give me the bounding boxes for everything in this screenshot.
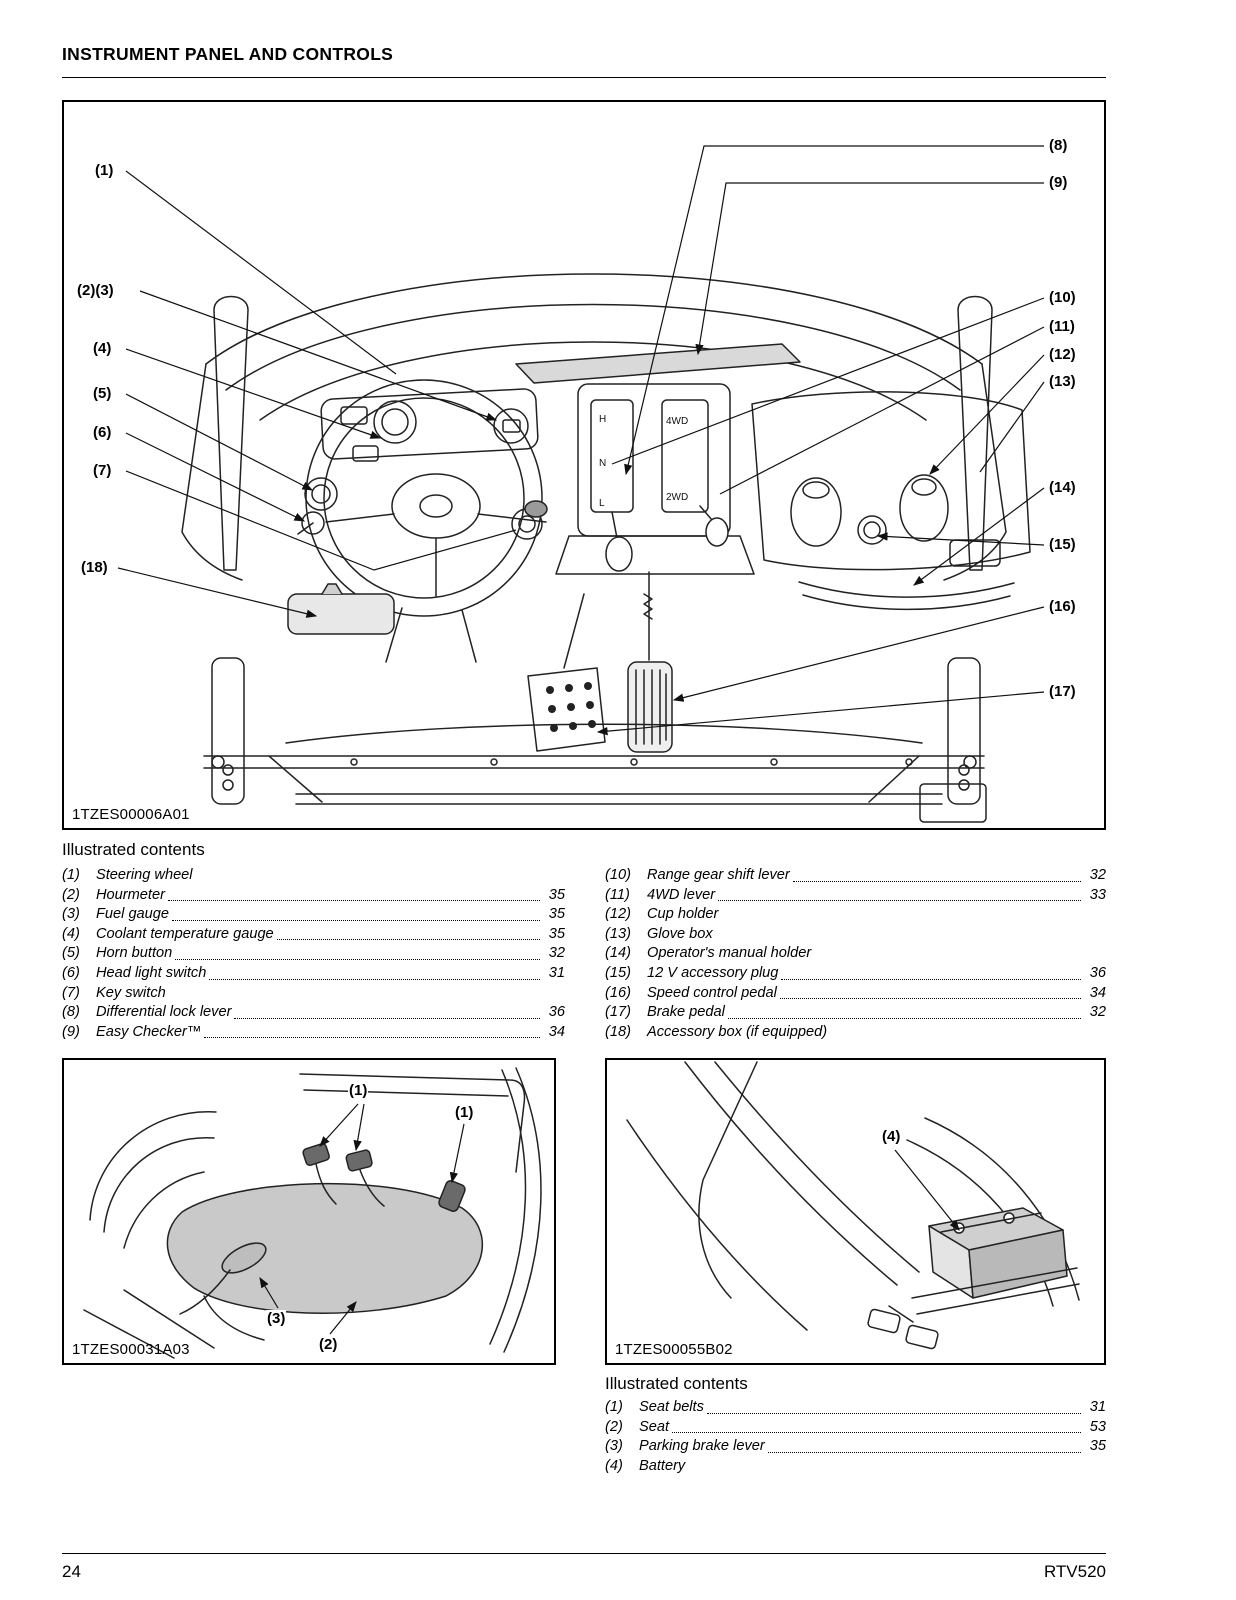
footer-rule [62, 1553, 1106, 1554]
fuel-gauge [494, 409, 528, 443]
toc-item-number: (16) [605, 984, 631, 1001]
callout-10: (10) [1049, 289, 1076, 306]
marking-low: L [599, 498, 605, 509]
toc-leader-dots [781, 979, 1081, 980]
toc-leader-dots [168, 900, 540, 901]
toc-item-label: Range gear shift lever [647, 867, 790, 883]
toc-item-label: Horn button [96, 945, 173, 962]
callout-17: (17) [1049, 683, 1076, 700]
toc-item-number: (8) [62, 1004, 80, 1021]
callout-12: (12) [1049, 346, 1076, 363]
toc-item-number: (15) [605, 964, 631, 981]
toc-item [605, 944, 1106, 964]
contents-bottom-list [605, 1398, 1106, 1476]
toc-item [62, 905, 565, 925]
seat-cushion [167, 1184, 482, 1314]
toc-leader-dots [209, 979, 540, 980]
marking-2wd: 2WD [666, 492, 689, 503]
toc-leader-dots [728, 1018, 1081, 1019]
toc-item-label: Battery [639, 1457, 686, 1474]
toc-item-label: Glove box [647, 925, 713, 942]
toc-item-label: 12 V accessory plug [647, 964, 779, 981]
toc-item-page: 34 [1089, 984, 1106, 1001]
toc-item-number: (1) [605, 1399, 623, 1415]
lower-frame [204, 724, 986, 822]
toc-item-number: (18) [605, 1023, 631, 1040]
toc-item-label: Steering wheel [96, 867, 193, 883]
toc-item [62, 1023, 565, 1043]
toc-item-number: (10) [605, 867, 631, 883]
toc-leader-dots [672, 1432, 1081, 1433]
toc-item-label: Fuel gauge [96, 906, 170, 923]
toc-item-page: 32 [1089, 1004, 1106, 1021]
callout-5: (5) [93, 385, 112, 402]
horn-button [305, 478, 337, 510]
seat-figure [62, 1058, 556, 1365]
toc-item [62, 1003, 565, 1023]
figure-code: 1TZES00031A03 [72, 1341, 190, 1358]
contents-bottom-title: Illustrated contents [605, 1374, 748, 1393]
contents-left-column [62, 866, 565, 1042]
toc-item-label: 4WD lever [647, 886, 716, 903]
toc-item-number: (3) [62, 906, 80, 923]
toc-item-page: 31 [548, 964, 565, 981]
toc-item-label: Seat [639, 1418, 670, 1435]
easy-checker-panel [516, 344, 800, 383]
toc-item-label: Easy Checker™ [96, 1023, 202, 1040]
callout-11: (11) [1049, 318, 1075, 335]
toc-item-page: 34 [548, 1023, 565, 1040]
toc-item [62, 886, 565, 906]
header-rule [62, 77, 1106, 78]
toc-item-page: 36 [548, 1004, 565, 1021]
toc-item [605, 1398, 1106, 1418]
toc-item [605, 1418, 1106, 1438]
left-rops-post [212, 297, 248, 805]
callout-leaders [895, 1150, 959, 1230]
toc-item-page: 35 [548, 906, 565, 923]
toc-item-page: 53 [1089, 1418, 1106, 1435]
toc-item [62, 964, 565, 984]
toc-item-label: Seat belts [639, 1399, 704, 1415]
toc-item-label: Brake pedal [647, 1004, 725, 1021]
callout-16: (16) [1049, 598, 1076, 615]
marking-neutral: N [599, 458, 607, 469]
callout-13: (13) [1049, 373, 1076, 390]
steering-wheel [306, 380, 546, 616]
toc-item-number: (14) [605, 945, 631, 962]
toc-item-number: (12) [605, 906, 631, 923]
toc-item-label: Hourmeter [96, 886, 165, 903]
toc-item-page: 35 [1089, 1438, 1106, 1455]
callout-2-3: (2)(3) [77, 282, 114, 299]
toc-item-number: (4) [605, 1457, 623, 1474]
callout-leaders [118, 146, 1044, 732]
center-console [556, 384, 754, 574]
toc-item-page: 32 [548, 945, 565, 962]
toc-leader-dots [780, 998, 1081, 999]
callout-seat-belt-b: (1) [455, 1104, 474, 1121]
toc-item [605, 964, 1106, 984]
toc-item-label: Head light switch [96, 964, 207, 981]
callout-8: (8) [1049, 137, 1068, 154]
toc-leader-dots [707, 1413, 1081, 1414]
marking-high: H [599, 414, 607, 425]
callout-seat-belt-a: (1) [349, 1082, 368, 1099]
toc-leader-dots [718, 900, 1081, 901]
toc-item-label: Key switch [96, 984, 166, 1001]
toc-item [605, 866, 1106, 886]
seat-back [300, 1074, 524, 1172]
toc-item-number: (1) [62, 867, 80, 883]
toc-item [62, 925, 565, 945]
toc-item-page: 32 [1089, 867, 1106, 883]
callout-6: (6) [93, 424, 112, 441]
toc-item-label: Coolant temperature gauge [96, 925, 274, 942]
toc-item-page: 35 [548, 886, 565, 903]
toc-leader-dots [172, 920, 540, 921]
instrument-cluster [321, 388, 539, 461]
callout-14: (14) [1049, 479, 1076, 496]
toc-leader-dots [175, 959, 540, 960]
footer-model: RTV520 [1043, 1562, 1106, 1581]
toc-item-label: Accessory box (if equipped) [647, 1023, 828, 1040]
toc-item-label: Operator's manual holder [647, 945, 812, 962]
toc-item-number: (13) [605, 925, 631, 942]
contents-right-column [605, 866, 1106, 1042]
toc-item [605, 1437, 1106, 1457]
callout-15: (15) [1049, 536, 1076, 553]
callout-7: (7) [93, 462, 112, 479]
toc-item-number: (2) [62, 886, 80, 903]
toc-item-number: (2) [605, 1418, 623, 1435]
callout-battery: (4) [882, 1128, 901, 1145]
contents-list [62, 866, 1106, 1042]
toc-item [62, 984, 565, 1004]
toc-leader-dots [204, 1037, 540, 1038]
manual-holder [799, 582, 1014, 609]
toc-item [605, 984, 1106, 1004]
callout-9: (9) [1049, 174, 1068, 191]
callout-seat: (2) [319, 1336, 338, 1353]
toc-leader-dots [234, 1018, 540, 1019]
battery-figure [605, 1058, 1106, 1365]
page-title: INSTRUMENT PANEL AND CONTROLS [62, 44, 394, 64]
figure-code: 1TZES00006A01 [72, 806, 190, 823]
toc-item-number: (6) [62, 964, 80, 981]
hourmeter [374, 401, 416, 443]
instrument-panel-illustration [64, 102, 1104, 828]
toc-item [605, 1003, 1106, 1023]
toc-item-label: Cup holder [647, 906, 719, 923]
toc-item-number: (4) [62, 925, 80, 942]
toc-item [605, 905, 1106, 925]
toc-item [605, 925, 1106, 945]
toc-item-label: Differential lock lever [96, 1004, 232, 1021]
toc-item-number: (17) [605, 1004, 631, 1021]
toc-item-number: (3) [605, 1438, 623, 1455]
toc-item-number: (9) [62, 1023, 80, 1040]
callout-18: (18) [81, 559, 108, 576]
toc-leader-dots [793, 881, 1081, 882]
accessory-box [288, 584, 394, 634]
seat-illustration [64, 1060, 554, 1363]
callout-1: (1) [95, 162, 114, 179]
toc-leader-dots [277, 939, 540, 940]
marking-4wd: 4WD [666, 416, 689, 427]
toc-item-label: Parking brake lever [639, 1438, 765, 1455]
toc-item-label: Speed control pedal [647, 984, 777, 1001]
toc-item [605, 886, 1106, 906]
4wd-lever-knob [706, 518, 728, 546]
callout-parking-brake: (3) [267, 1310, 286, 1327]
main-figure [62, 100, 1106, 830]
toc-item [605, 1023, 1106, 1043]
toc-item-page: 36 [1089, 964, 1106, 981]
callout-4: (4) [93, 340, 112, 357]
toc-item [605, 1457, 1106, 1477]
range-shift-knob [606, 537, 632, 571]
console-markings [599, 414, 688, 509]
toc-leader-dots [768, 1452, 1081, 1453]
figure-code: 1TZES00055B02 [615, 1341, 733, 1358]
accessory-plug [858, 516, 886, 544]
toc-item-page: 31 [1089, 1399, 1106, 1415]
seat-frame-tube [685, 1062, 897, 1285]
footer-page-number: 24 [62, 1562, 81, 1581]
toc-item-number: (11) [605, 886, 630, 903]
toc-item-number: (5) [62, 945, 80, 962]
toc-item [62, 944, 565, 964]
battery-illustration [607, 1060, 1104, 1363]
toc-item-page: 35 [548, 925, 565, 942]
toc-item [62, 866, 565, 886]
toc-item-page: 33 [1089, 886, 1106, 903]
contents-title: Illustrated contents [62, 840, 205, 859]
toc-item-number: (7) [62, 984, 80, 1001]
